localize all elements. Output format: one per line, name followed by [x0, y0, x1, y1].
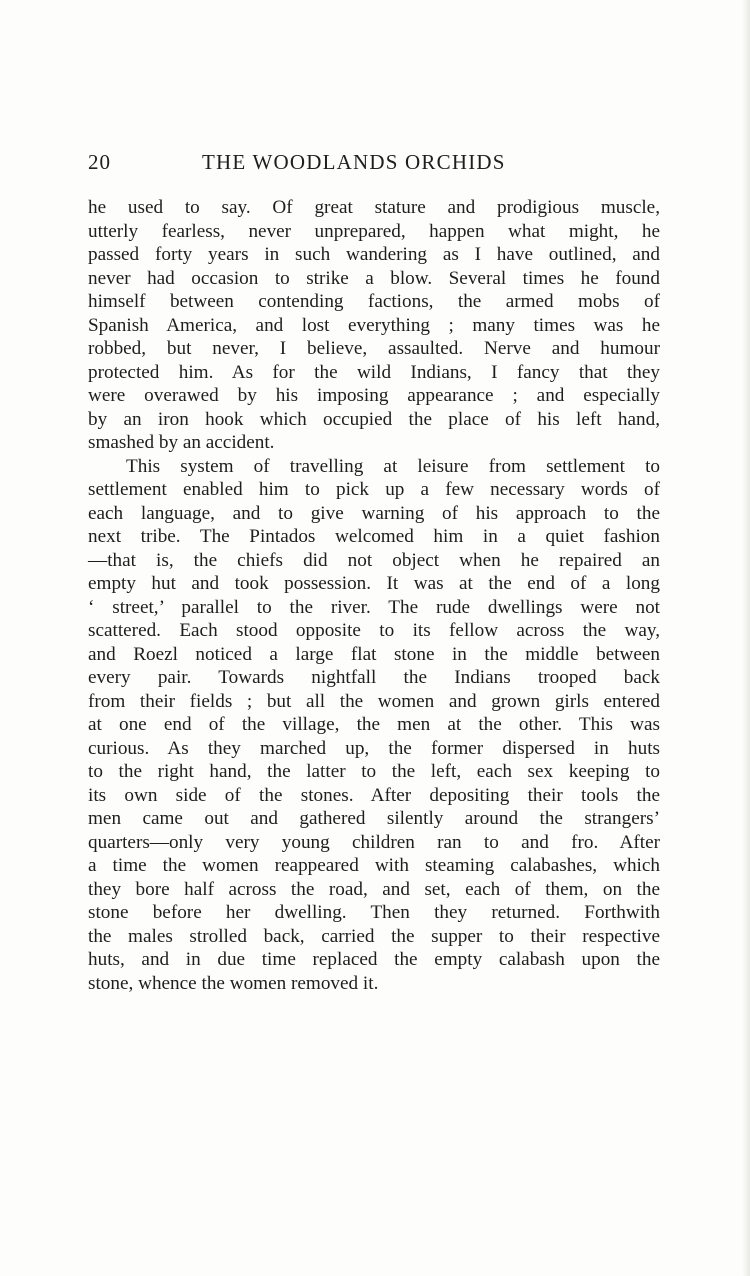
text-line: protected him. As for the wild Indians, I fancy that they	[88, 361, 660, 383]
running-title: THE WOODLANDS ORCHIDS	[202, 150, 506, 174]
text-line: a time the women reappeared with steaming calabashes, which	[88, 855, 660, 876]
text-line: its own side of the stones. After depositing their tools the	[88, 784, 660, 806]
text-line: stone before her dwelling. Then they returned. Forthwith	[88, 902, 660, 923]
text-line: quarters—only very young children ran to and fro. After	[88, 831, 660, 853]
text-line: smashed by an accident.	[88, 432, 275, 453]
text-line: curious. As they marched up, the former dispersed in huts	[88, 737, 660, 759]
page-edge-shadow	[742, 0, 750, 1276]
body-text	[88, 196, 660, 995]
text-line: by an iron hook which occupied the place of his left hand,	[88, 408, 660, 430]
text-line: never had occasion to strike a blow. Several times he found	[88, 267, 660, 289]
text-line: —that is, the chiefs did not object when he repaired an	[88, 549, 660, 571]
text-line: next tribe. The Pintados welcomed him in a quiet fashion	[88, 526, 660, 547]
text-line: scattered. Each stood opposite to its fellow across the way,	[88, 620, 660, 641]
text-line: stone, whence the women removed it.	[88, 972, 379, 994]
text-line: himself between contending factions, the armed mobs of	[88, 291, 660, 312]
text-line: utterly fearless, never unprepared, happen what might, he	[88, 220, 660, 242]
text-line: they bore half across the road, and set, each of them, on the	[88, 878, 660, 900]
text-line: the males strolled back, carried the supper to their respective	[88, 925, 660, 947]
text-line: and Roezl noticed a large flat stone in the middle between	[88, 643, 660, 665]
text-line: were overawed by his imposing appearance ; and especially	[88, 385, 660, 406]
text-line: men came out and gathered silently around the strangers’	[88, 808, 660, 829]
paragraph	[88, 455, 660, 996]
text-line: settlement enabled him to pick up a few necessary words of	[88, 479, 660, 500]
text-line: This system of travelling at leisure from settlement to	[126, 455, 660, 477]
page-number: 20	[88, 150, 111, 174]
text-line: every pair. Towards nightfall the Indians trooped back	[88, 667, 660, 688]
text-line: empty hut and took possession. It was at the end of a long	[88, 573, 660, 594]
text-line: each language, and to give warning of his approach to the	[88, 502, 660, 524]
text-line: robbed, but never, I believe, assaulted. Nerve and humour	[88, 338, 660, 359]
text-line: at one end of the village, the men at the other. This was	[88, 714, 660, 735]
text-line: ‘ street,’ parallel to the river. The rude dwellings were not	[88, 596, 660, 618]
text-line: passed forty years in such wandering as I have outlined, and	[88, 244, 660, 265]
text-line: he used to say. Of great stature and prodigious muscle,	[88, 197, 660, 218]
text-line: from their fields ; but all the women and grown girls entered	[88, 690, 660, 712]
text-line: to the right hand, the latter to the left, each sex keeping to	[88, 761, 660, 782]
running-head	[88, 150, 660, 180]
text-line: Spanish America, and lost everything ; many times was he	[88, 314, 660, 336]
paragraph-continued	[88, 196, 660, 455]
text-line: huts, and in due time replaced the empty calabash upon the	[88, 949, 660, 970]
